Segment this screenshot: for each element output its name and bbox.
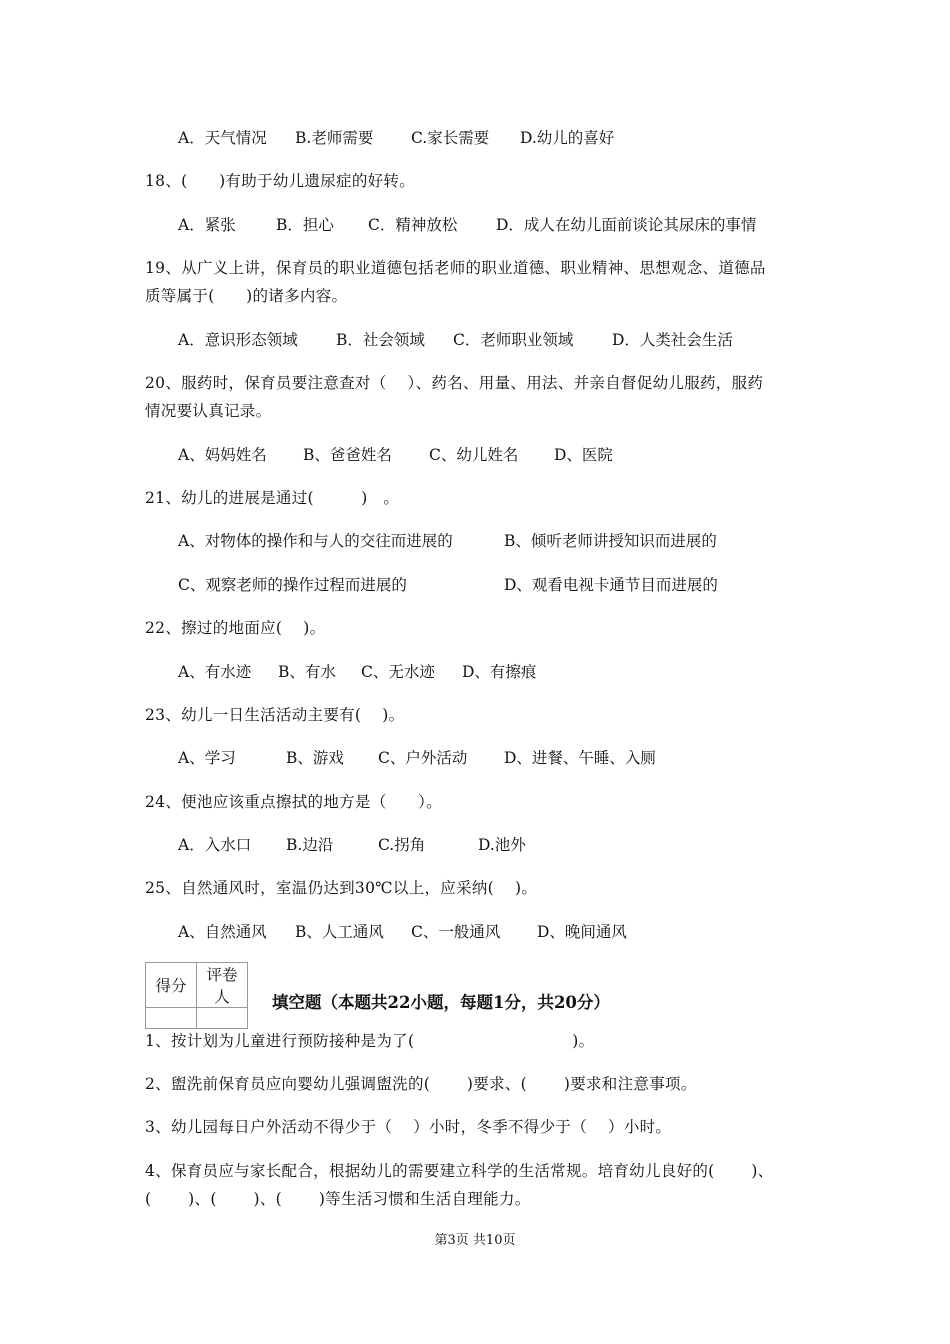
- option: A．紧张: [178, 216, 236, 234]
- question-24: 24、便池应该重点擦拭的地方是（ ）。: [145, 793, 442, 811]
- option: A、妈妈姓名: [178, 446, 267, 464]
- fill-blank-1: 1、按计划为儿童进行预防接种是为了( )。: [145, 1032, 595, 1050]
- grader-label: 评卷人: [197, 963, 248, 1008]
- grader-cell[interactable]: [197, 1008, 248, 1029]
- option: C．精神放松: [368, 216, 458, 234]
- option: B、倾听老师讲授知识而进展的: [504, 532, 717, 550]
- option: C.拐角: [378, 836, 426, 854]
- option: B.老师需要: [295, 129, 374, 147]
- fill-blank-4-line1: 4、保育员应与家长配合，根据幼儿的需要建立科学的生活常规。培育幼儿良好的( )、: [145, 1162, 774, 1180]
- page-footer: 第3页 共10页: [434, 1233, 516, 1248]
- option: B．社会领域: [336, 331, 425, 349]
- score-cell[interactable]: [146, 1008, 197, 1029]
- question-18: 18、( )有助于幼儿遗尿症的好转。: [145, 172, 416, 190]
- option: D．人类社会生活: [612, 331, 733, 349]
- option: D、观看电视卡通节目而进展的: [504, 576, 718, 594]
- option: D、有擦痕: [462, 663, 537, 681]
- option: A．天气情况: [178, 129, 267, 147]
- fill-blank-2: 2、盥洗前保育员应向婴幼儿强调盥洗的( )要求、( )要求和注意事项。: [145, 1075, 697, 1093]
- section-title: 填空题（本题共22小题，每题1分，共20分）: [272, 993, 610, 1012]
- option: A、对物体的操作和与人的交往而进展的: [178, 532, 453, 550]
- option: B、有水: [278, 663, 336, 681]
- option: D、医院: [554, 446, 613, 464]
- option: A．意识形态领域: [178, 331, 298, 349]
- option: C．老师职业领域: [453, 331, 574, 349]
- fill-blank-4-line2: ( )、( )、( )等生活习惯和生活自理能力。: [145, 1190, 531, 1208]
- option: B.边沿: [286, 836, 334, 854]
- option: C、观察老师的操作过程而进展的: [178, 576, 407, 594]
- option: C、幼儿姓名: [429, 446, 519, 464]
- option: A、有水迹: [178, 663, 252, 681]
- question-21: 21、幼儿的进展是通过( ) 。: [145, 489, 400, 507]
- option: C.家长需要: [411, 129, 490, 147]
- option: A．入水口: [178, 836, 252, 854]
- option: C、一般通风: [411, 923, 501, 941]
- question-23: 23、幼儿一日生活活动主要有( )。: [145, 706, 405, 724]
- option: D．成人在幼儿面前谈论其尿床的事情: [496, 216, 757, 234]
- option: D.池外: [478, 836, 526, 854]
- option: B．担心: [276, 216, 334, 234]
- question-22: 22、擦过的地面应( )。: [145, 619, 326, 637]
- option: C、无水迹: [361, 663, 435, 681]
- question-19-line2: 质等属于( )的诸多内容。: [145, 287, 348, 305]
- option: D.幼儿的喜好: [520, 129, 615, 147]
- option: A、自然通风: [178, 923, 267, 941]
- option: B、游戏: [286, 749, 344, 767]
- question-20-line1: 20、服药时，保育员要注意查对（ ）、药名、用量、用法、并亲自督促幼儿服药，服药: [145, 374, 764, 392]
- score-box: [145, 962, 248, 1029]
- option: B、人工通风: [295, 923, 384, 941]
- option: C、户外活动: [378, 749, 468, 767]
- score-label: 得分: [146, 963, 197, 1008]
- question-25: 25、自然通风时，室温仍达到30℃以上，应采纳( )。: [145, 879, 538, 897]
- option: A、学习: [178, 749, 236, 767]
- question-19-line1: 19、从广义上讲，保育员的职业道德包括老师的职业道德、职业精神、思想观念、道德品: [145, 259, 766, 277]
- question-20-line2: 情况要认真记录。: [145, 402, 272, 420]
- option: B、爸爸姓名: [303, 446, 392, 464]
- option: D、进餐、午睡、入厕: [504, 749, 656, 767]
- fill-blank-3: 3、幼儿园每日户外活动不得少于（ ）小时，冬季不得少于（ ）小时。: [145, 1118, 672, 1136]
- option: D、晚间通风: [537, 923, 627, 941]
